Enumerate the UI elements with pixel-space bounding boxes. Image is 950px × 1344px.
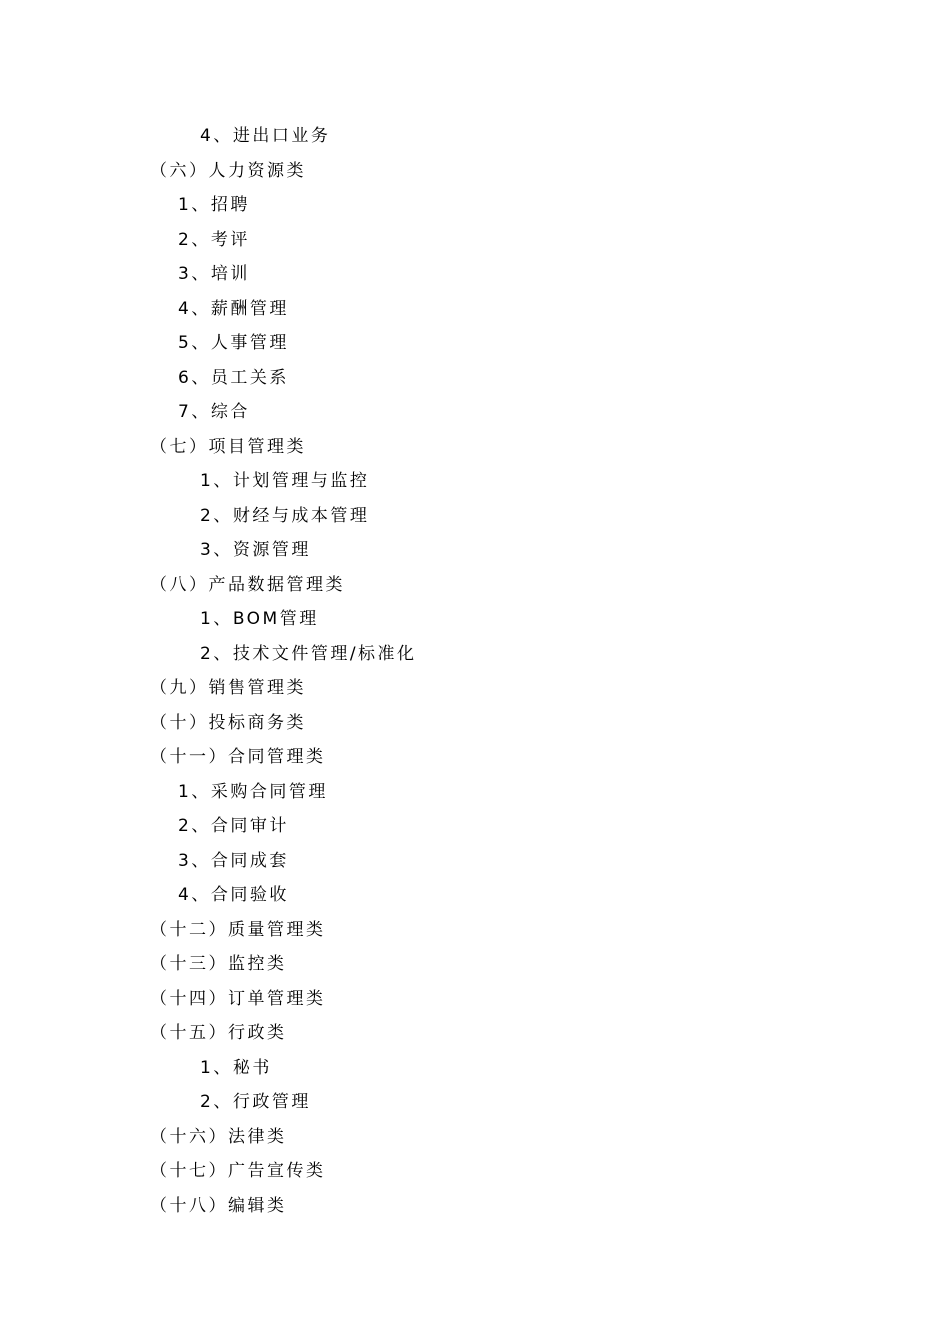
category-heading: （十七）广告宣传类: [150, 1161, 326, 1181]
category-outline: [0, 119, 950, 1223]
outline-item: 1、采购合同管理: [178, 781, 328, 802]
category-heading: （十一）合同管理类: [150, 747, 326, 767]
outline-item: 3、资源管理: [200, 540, 311, 560]
outline-item: 2、财经与成本管理: [200, 505, 370, 526]
outline-item: 4、薪酬管理: [178, 298, 289, 319]
outline-item: 7、综合: [178, 402, 250, 422]
category-heading: （十）投标商务类: [150, 712, 306, 733]
category-heading: （十六）法律类: [150, 1126, 287, 1147]
outline-item: 4、进出口业务: [200, 126, 331, 146]
outline-item: 3、合同成套: [178, 850, 289, 871]
category-heading: （九）销售管理类: [150, 678, 306, 698]
outline-item: 6、员工关系: [178, 367, 289, 388]
outline-item: 2、合同审计: [178, 816, 289, 836]
outline-item: 2、行政管理: [200, 1092, 311, 1112]
category-heading: （八）产品数据管理类: [150, 574, 345, 595]
outline-item: 1、BOM管理: [200, 609, 319, 629]
category-heading: （十四）订单管理类: [150, 988, 326, 1009]
outline-item: 5、人事管理: [178, 333, 289, 353]
category-heading: （十三）监控类: [150, 954, 287, 974]
category-heading: （十五）行政类: [150, 1023, 287, 1043]
outline-item: 3、培训: [178, 264, 250, 284]
category-heading: （七）项目管理类: [150, 436, 306, 457]
category-heading: （十八）编辑类: [150, 1195, 287, 1216]
category-heading: （六）人力资源类: [150, 160, 306, 181]
category-heading: （十二）质量管理类: [150, 919, 326, 940]
outline-item: 2、考评: [178, 229, 250, 250]
outline-item: 1、秘书: [200, 1057, 272, 1078]
outline-item: 1、计划管理与监控: [200, 471, 370, 491]
outline-item: 1、招聘: [178, 195, 250, 215]
outline-item: 4、合同验收: [178, 885, 289, 905]
outline-item: 2、技术文件管理/标准化: [200, 643, 417, 664]
